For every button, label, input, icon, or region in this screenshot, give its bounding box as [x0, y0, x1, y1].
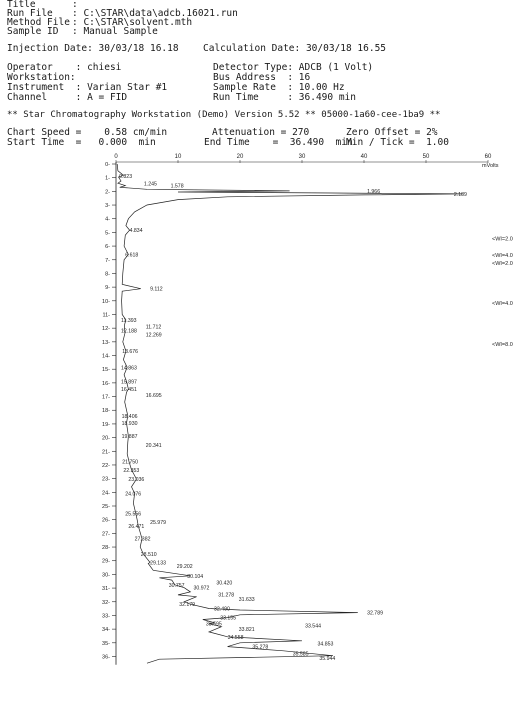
- method-file-value: : C:\STAR\solvent.mth: [72, 17, 193, 28]
- attenuation: Attenuation = 270: [212, 127, 310, 138]
- peak-label: 18.406: [121, 413, 138, 420]
- peak-label: 12.188: [121, 328, 137, 335]
- time-tick-label: 26-: [102, 517, 110, 524]
- run-file-label: Run File: [7, 8, 53, 19]
- instrument-line: Instrument : Varian Star #1: [7, 82, 168, 93]
- peak-label: 33.155: [220, 615, 237, 622]
- time-tick-label: 0-: [105, 162, 110, 168]
- peak-label: 30.420: [216, 580, 233, 587]
- peak-label: 15.897: [121, 379, 137, 386]
- peak-label: 32.490: [214, 606, 230, 613]
- time-tick-label: 23-: [102, 476, 110, 483]
- peak-label: 33.821: [238, 627, 255, 634]
- peak-label: 35.278: [252, 644, 269, 651]
- time-tick-label: 36-: [102, 654, 110, 661]
- peak-label: 1.245: [143, 181, 157, 188]
- workstation-line: Workstation:: [7, 72, 76, 83]
- mv-tick-label: 30: [298, 154, 306, 160]
- time-tick-label: 6-: [105, 244, 110, 251]
- peak-label: 22.353: [123, 467, 140, 474]
- time-tick-label: 12-: [102, 326, 110, 333]
- peak-label: 34.853: [317, 641, 334, 648]
- peak-label: 12.269: [145, 332, 162, 339]
- operator-line: Operator : chiesi: [7, 62, 122, 73]
- peak-label: 18.930: [121, 421, 138, 427]
- time-tick-label: 18-: [102, 408, 110, 415]
- title-label: Title: [7, 0, 36, 10]
- calculation-date: Calculation Date: 30/03/18 16.55: [203, 43, 387, 54]
- time-tick-label: 2-: [105, 189, 110, 196]
- mv-tick-label: 40: [360, 154, 368, 160]
- time-tick-label: 4-: [105, 216, 110, 223]
- time-tick-label: 8-: [105, 271, 110, 278]
- peak-label: 9.112: [150, 286, 163, 293]
- time-tick-label: 30-: [102, 572, 110, 579]
- time-tick-label: 15-: [102, 367, 110, 374]
- title-separator: :: [72, 0, 78, 10]
- peak-label: 30.104: [187, 573, 204, 580]
- peak-label: 33.595: [205, 621, 222, 628]
- peak-label: 35.585: [292, 651, 309, 658]
- time-tick-label: 35-: [102, 640, 110, 647]
- peak-label: 31.278: [218, 592, 235, 599]
- peak-label: 35.944: [319, 656, 336, 663]
- mv-unit-label: mVolts: [482, 163, 499, 169]
- integration-event-label: <WI=2.0: [492, 236, 513, 243]
- run-time: Run Time : 36.490 min: [213, 92, 356, 103]
- time-tick-label: 33-: [102, 613, 110, 620]
- integration-event-label: <WI=4.0: [492, 253, 513, 259]
- detector-type: Detector Type: ADCB (1 Volt): [213, 62, 374, 73]
- peak-label: 21.750: [122, 459, 139, 466]
- peak-label: 2.189: [453, 191, 467, 198]
- time-tick-label: 11-: [102, 312, 110, 319]
- peak-label: 0.823: [119, 173, 133, 180]
- peak-label: 30.972: [193, 585, 210, 592]
- peak-label: 16.451: [121, 387, 137, 393]
- peak-label: 32.789: [367, 610, 383, 617]
- mv-tick-label: 50: [422, 154, 430, 160]
- peak-labels: [119, 174, 467, 662]
- time-tick-label: 24-: [102, 490, 110, 497]
- peak-label: 23.036: [128, 477, 145, 484]
- time-tick-label: 1-: [105, 175, 110, 182]
- end-time: End Time = 36.490 min: [204, 137, 353, 148]
- peak-label: 31.633: [238, 597, 255, 604]
- time-tick-label: 22-: [102, 462, 110, 469]
- peak-label: 1.966: [367, 188, 381, 195]
- time-tick-label: 32-: [102, 599, 110, 606]
- time-tick-label: 16-: [102, 380, 110, 387]
- injection-date: Injection Date: 30/03/18 16.18: [7, 43, 179, 54]
- chart-speed: Chart Speed = 0.58 cm/min: [7, 127, 168, 138]
- method-file-label: Method File: [7, 17, 70, 28]
- channel-line: Channel : A = FID: [7, 92, 128, 103]
- min-per-tick: Min / Tick = 1.00: [346, 137, 449, 148]
- peak-label: 19.887: [121, 434, 138, 441]
- peak-label: 26.471: [128, 524, 145, 531]
- peak-label: 13.676: [122, 349, 139, 356]
- peak-label: 30.757: [168, 582, 185, 589]
- time-tick-label: 17-: [102, 394, 110, 401]
- time-tick-label: 13-: [102, 339, 110, 346]
- mv-tick-label: 20: [236, 154, 244, 160]
- peak-label: 11.712: [145, 324, 162, 331]
- run-file-value: : C:\STAR\data\adcb.16021.run: [72, 8, 238, 19]
- integration-event-label: <WI=4.0: [492, 300, 513, 307]
- time-tick-label: 20-: [102, 435, 110, 442]
- time-tick-label: 21-: [102, 449, 110, 456]
- chart-axes: [102, 154, 499, 665]
- time-tick-label: 3-: [105, 203, 110, 210]
- peak-label: 14.863: [121, 365, 137, 372]
- time-tick-label: 27-: [102, 531, 110, 538]
- time-tick-label: 7-: [105, 257, 110, 264]
- integration-events: [492, 237, 513, 348]
- peak-label: 32.179: [179, 602, 196, 609]
- peak-label: 11.393: [121, 317, 137, 324]
- peak-label: 20.341: [145, 442, 162, 449]
- peak-label: 33.544: [305, 623, 321, 630]
- mv-tick-label: 0: [114, 154, 118, 160]
- mv-tick-label: 10: [174, 154, 182, 160]
- sample-id-value: : Manual Sample: [72, 26, 158, 37]
- sample-rate: Sample Rate : 10.00 Hz: [213, 82, 345, 93]
- time-tick-label: 19-: [102, 421, 110, 428]
- peak-label: 25.556: [125, 511, 142, 518]
- workstation-banner: ** Star Chromatography Workstation (Demo) Version 5.52 ** 05000-1a60-cee-1ba9 **: [7, 110, 441, 120]
- time-tick-label: 34-: [102, 627, 110, 634]
- time-tick-label: 25-: [102, 504, 110, 510]
- peak-label: 24.076: [125, 491, 142, 498]
- peak-label: 27.382: [134, 536, 151, 543]
- time-tick-label: 5-: [105, 230, 110, 237]
- time-tick-label: 29-: [102, 558, 110, 565]
- peak-label: 25.979: [150, 519, 166, 526]
- time-tick-label: 10-: [102, 298, 110, 305]
- mv-tick-label: 60: [484, 154, 492, 160]
- time-tick-label: 9-: [105, 285, 110, 292]
- sample-id-label: Sample ID: [7, 26, 59, 37]
- bus-address: Bus Address : 16: [213, 72, 311, 83]
- time-tick-label: 28-: [102, 545, 110, 552]
- peak-label: 6.618: [125, 252, 139, 259]
- peak-label: 28.510: [140, 552, 157, 558]
- time-tick-label: 31-: [102, 586, 110, 593]
- zero-offset: Zero Offset = 2%: [346, 127, 438, 138]
- peak-label: 34.558: [227, 634, 244, 641]
- integration-event-label: <WI=2.0: [492, 261, 513, 268]
- peak-label: 4.834: [129, 228, 143, 235]
- time-tick-label: 14-: [102, 353, 110, 360]
- start-time: Start Time = 0.000 min: [7, 137, 156, 148]
- peak-label: 29.133: [150, 560, 166, 567]
- peak-label: 16.695: [145, 392, 162, 399]
- integration-event-label: <WI=8.0: [492, 341, 513, 348]
- peak-label: 1.578: [170, 183, 184, 190]
- peak-label: 29.202: [176, 564, 193, 570]
